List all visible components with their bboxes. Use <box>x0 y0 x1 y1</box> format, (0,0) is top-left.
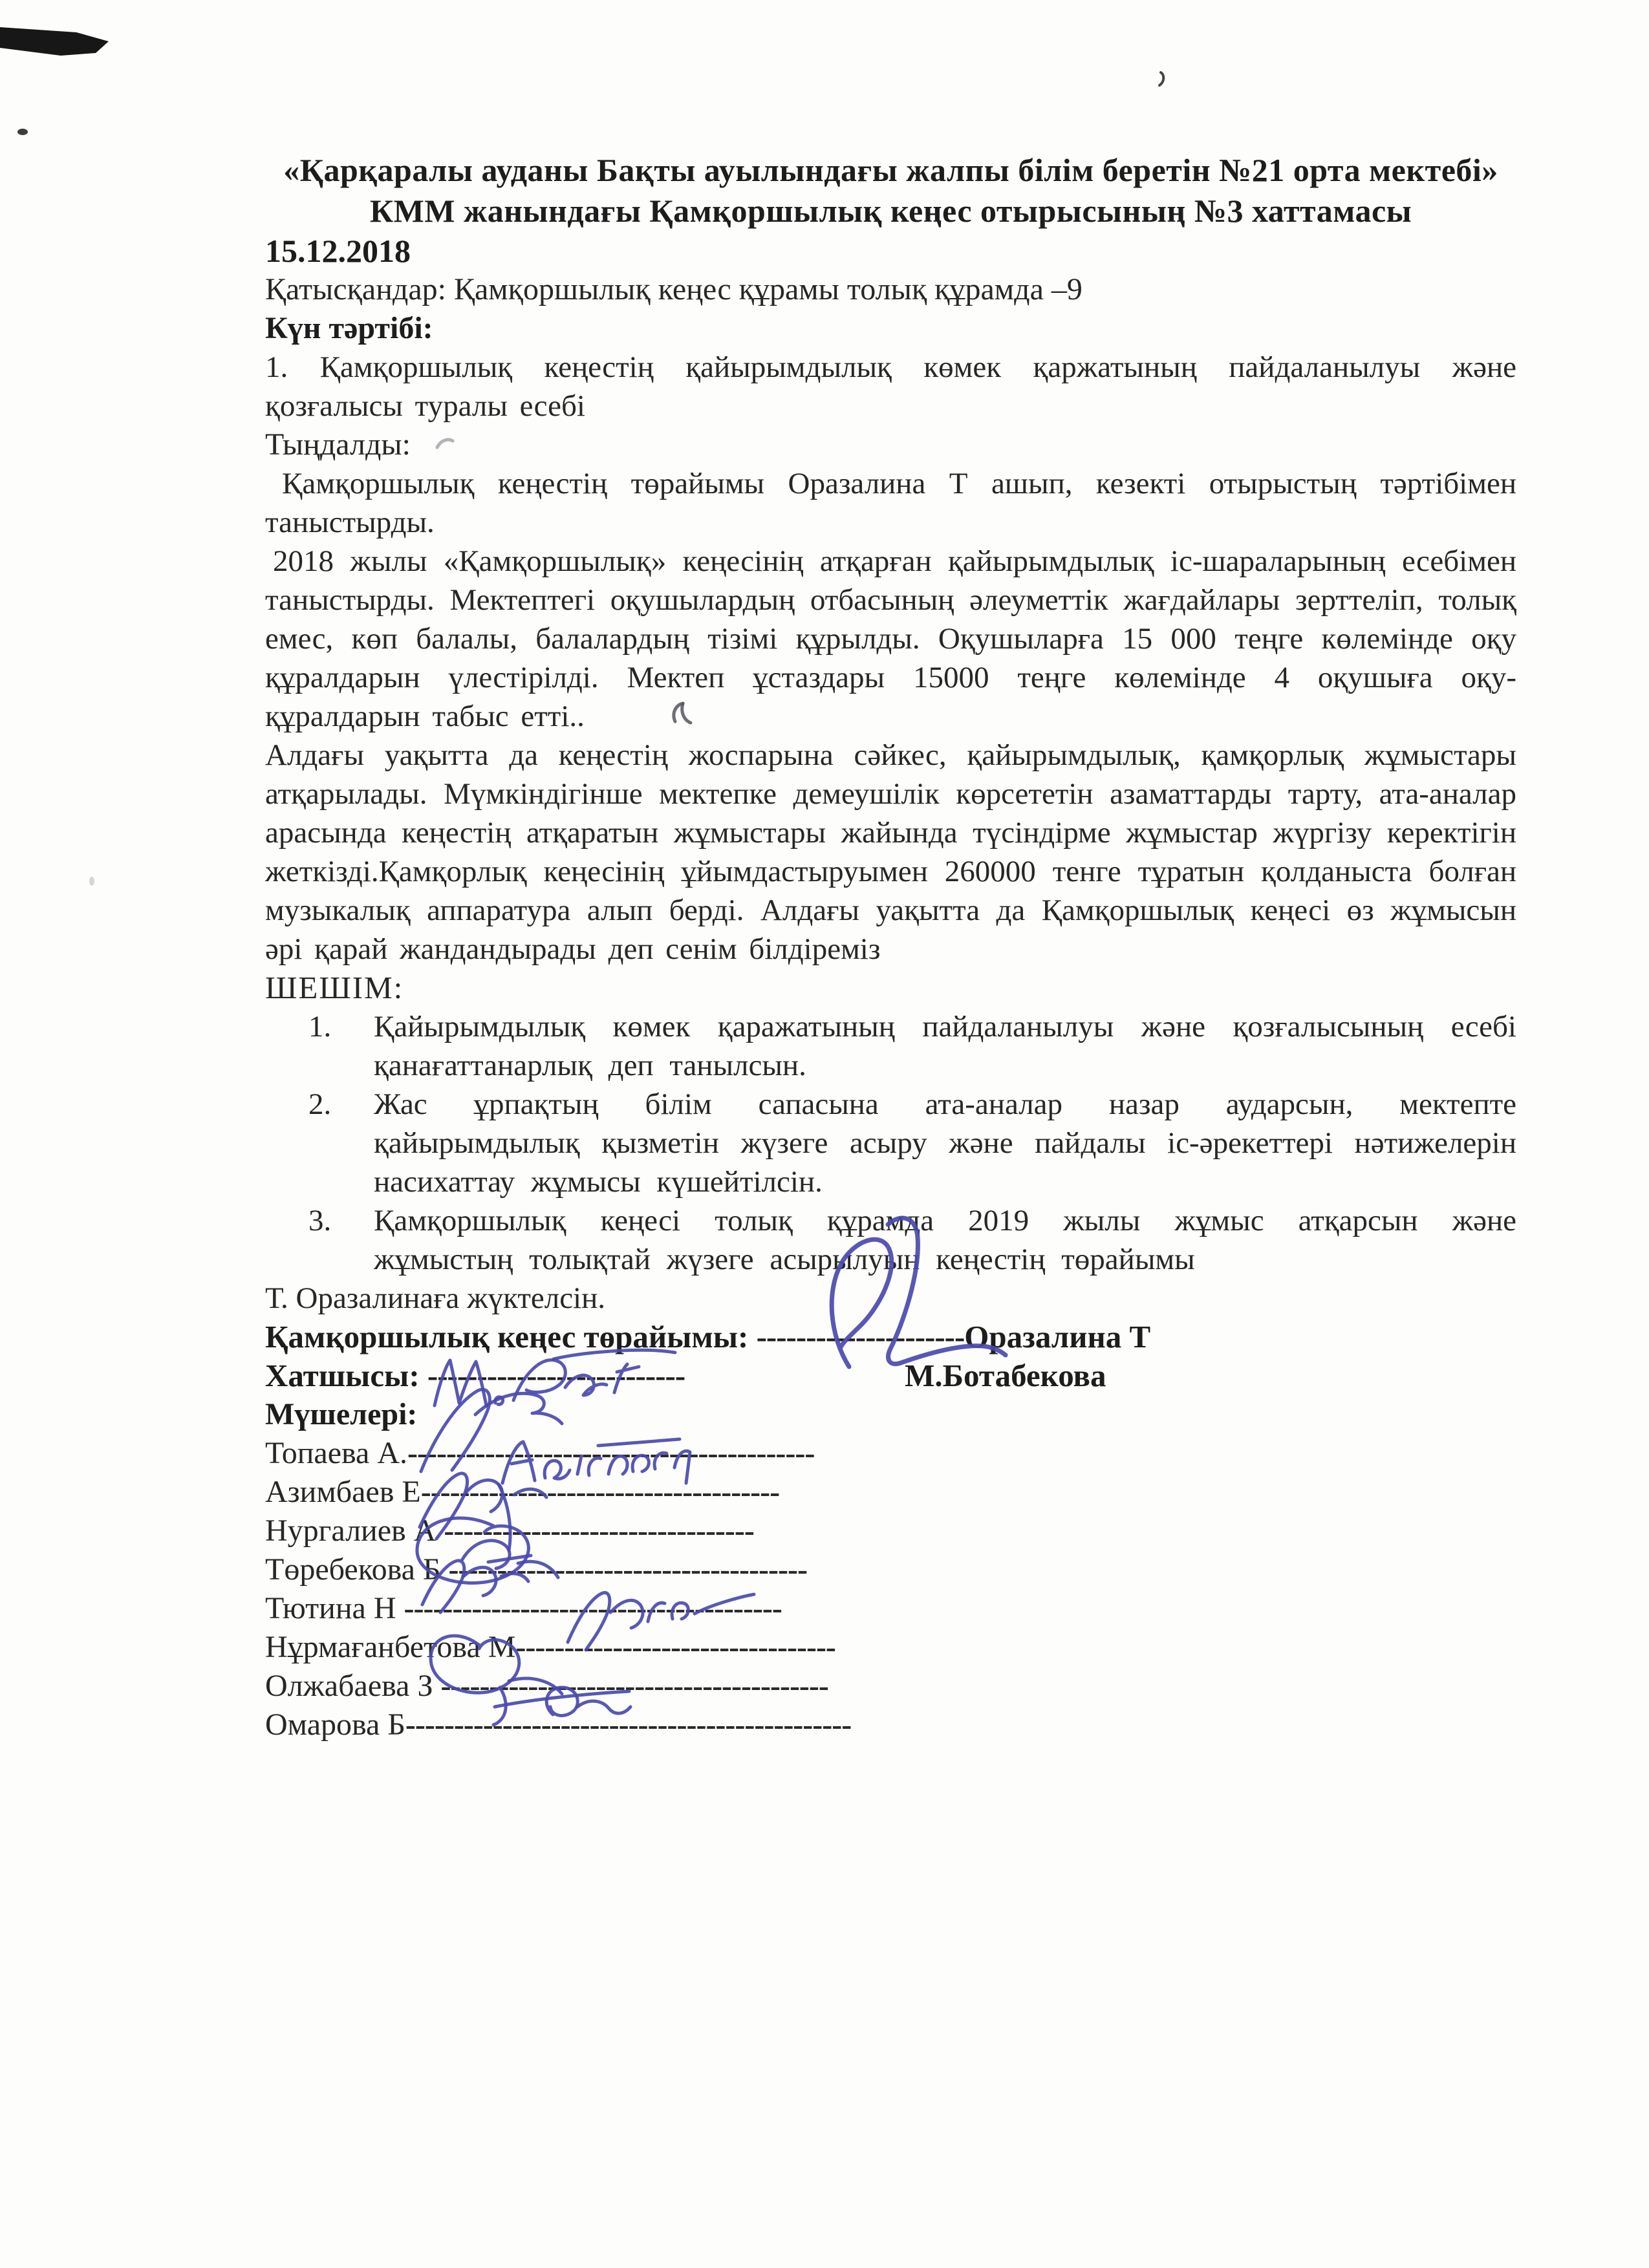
decision-3-text: Қамқоршылық кеңесі толық құрамда 2019 жылы жұмыс атқарсын және жұмыстың толықтай жүзеге асырылуын кеңестің төрайымы <box>374 1204 1516 1276</box>
member-name: Олжабаева З <box>265 1669 441 1703</box>
decision-2-number: 2. <box>308 1087 332 1121</box>
document-date: 15.12.2018 <box>265 233 411 269</box>
decision-item-2 <box>265 1085 1516 1201</box>
chair-name: Оразалина Т <box>964 1319 1151 1354</box>
member-name: Нургалиев А <box>265 1514 444 1548</box>
member-name: Нұрмағанбетова М <box>265 1630 516 1664</box>
heard-heading-label: Тыңдалды: <box>265 427 411 462</box>
agenda-heading: Күн тәртібі: <box>265 311 433 345</box>
member-name: Тютина Н <box>265 1591 404 1625</box>
heard-paragraph: Қамқоршылық кеңестің төрайымы Оразалина Т ашып, кезекті отырыстың тәртібімен таныстырды. <box>265 467 1516 539</box>
secretary-signature-row <box>265 1356 1516 1395</box>
chair-label: Қамқоршылық кеңес төрайымы: <box>265 1319 757 1354</box>
member-dash-line: ------------------------------------------ <box>407 1436 815 1470</box>
decision-3-tail: Т. Оразалинаға жүктелсін. <box>265 1281 606 1315</box>
member-row-topaeva <box>265 1434 1516 1473</box>
secretary-dash-line: -------------------------- <box>427 1358 685 1393</box>
heard-heading <box>265 425 1516 464</box>
secretary-label: Хатшысы: <box>265 1358 427 1393</box>
member-dash-line: ------------------------------------- <box>448 1552 807 1587</box>
member-name: Азимбаев Е <box>265 1475 421 1509</box>
chair-dash-line: --------------------- <box>756 1319 965 1354</box>
member-dash-line: ------------------------------------- <box>420 1475 780 1509</box>
member-dash-line: --------------------------------------- <box>404 1591 782 1625</box>
member-dash-line: --------------------------------- <box>515 1630 835 1664</box>
document-title-line1: «Қарқаралы ауданы Бақты ауылындағы жалпы білім беретін №21 орта мектебі» <box>283 152 1498 188</box>
member-row-olzhabaeva <box>265 1667 1516 1706</box>
decision-3-number: 3. <box>308 1204 332 1237</box>
member-name: Төребекова Б <box>265 1552 449 1587</box>
decision-item-1 <box>265 1007 1516 1085</box>
decision-1-number: 1. <box>308 1010 332 1043</box>
member-dash-line: ---------------------------------------------- <box>405 1707 852 1742</box>
decision-1-text: Қайырымдылық көмек қаражатының пайдаланылуы және қозғалысының есебі қанағаттанарлық деп танылсын. <box>374 1010 1516 1082</box>
future-paragraph: Алдағы уақытта да кеңестің жоспарына сәйкес, қайырымдылық, қамқорлық жұмыстары атқарылады. Мүмкіндігінше мектепке демеушілік көрсететін азаматтарды тарту, ата-аналар арасында кеңестің атқаратын жұмыстары жайында түсіндірме жұмыстар жүргізу керектігін жеткізді.Қамқорлық кеңесінің ұйымдастыруымен 260000 тенге тұратын қолданыста болған музыкалық аппаратура алып берді. Алдағы уақытта да Қамқоршылық кеңесі өз жұмысын әрі қарай жандандырады деп сенім білдіреміз <box>265 738 1516 966</box>
member-name: Омарова Б <box>265 1707 405 1742</box>
member-dash-line: ---------------------------------------- <box>440 1669 828 1703</box>
member-dash-line: -------------------------------- <box>444 1514 754 1548</box>
report-paragraph-text: 2018 жылы «Қамқоршылық» кеңесінің атқарған қайырымдылық іс-шараларының есебімен таныстырды. Мектептегі оқушылардың отбасының әлеуметтік жағдайлары зерттеліп, толық емес, көп балалы, балалардың тізімі құрылды. Оқушыларға 15 000 теңге көлемінде оқу құралдарын үлестірілді. Мектеп ұстаздары 15000 теңге көлемінде 4 оқушыға оқу-құралдарын табыс етті.. <box>265 544 1516 733</box>
secretary-name: М.Ботабекова <box>905 1358 1106 1393</box>
scan-smudge-checkmark <box>667 698 696 729</box>
report-paragraph <box>265 542 1516 736</box>
decision-item-3 <box>265 1201 1516 1279</box>
member-row-omarova <box>265 1706 1516 1744</box>
agenda-item: 1. Қамқоршылық кеңестің қайырымдылық көмек қаржатының пайдаланылуы және қозғалысы туралы есебі <box>265 350 1516 423</box>
member-row-azimbaev <box>265 1473 1516 1512</box>
members-heading: Мүшелері: <box>265 1397 418 1431</box>
member-row-torebekova <box>265 1550 1516 1589</box>
member-row-nurmaganbetova <box>265 1628 1516 1667</box>
member-row-nurgaliev <box>265 1512 1516 1550</box>
member-row-tyutina <box>265 1589 1516 1628</box>
chair-signature-row <box>265 1318 1516 1356</box>
document-title-line2: КММ жанындағы Қамқоршылық кеңес отырысының №3 хаттамасы <box>369 193 1412 229</box>
signature-block <box>265 1318 1516 1395</box>
participants-line: Қатысқандар: Қамқоршылық кеңес құрамы толық құрамда –9 <box>265 272 1083 306</box>
decision-heading: ШЕШІМ: <box>265 970 404 1005</box>
scan-smudge-after-heading <box>435 434 455 453</box>
decision-2-text: Жас ұрпақтың білім сапасына ата-аналар назар аударсын, мектепте қайырымдылық қызметін жүзеге асыру және пайдалы іс-әрекеттері нәтижелерін насихаттау жұмысы күшейтілсін. <box>374 1087 1516 1199</box>
member-name: Топаева А. <box>265 1436 408 1470</box>
